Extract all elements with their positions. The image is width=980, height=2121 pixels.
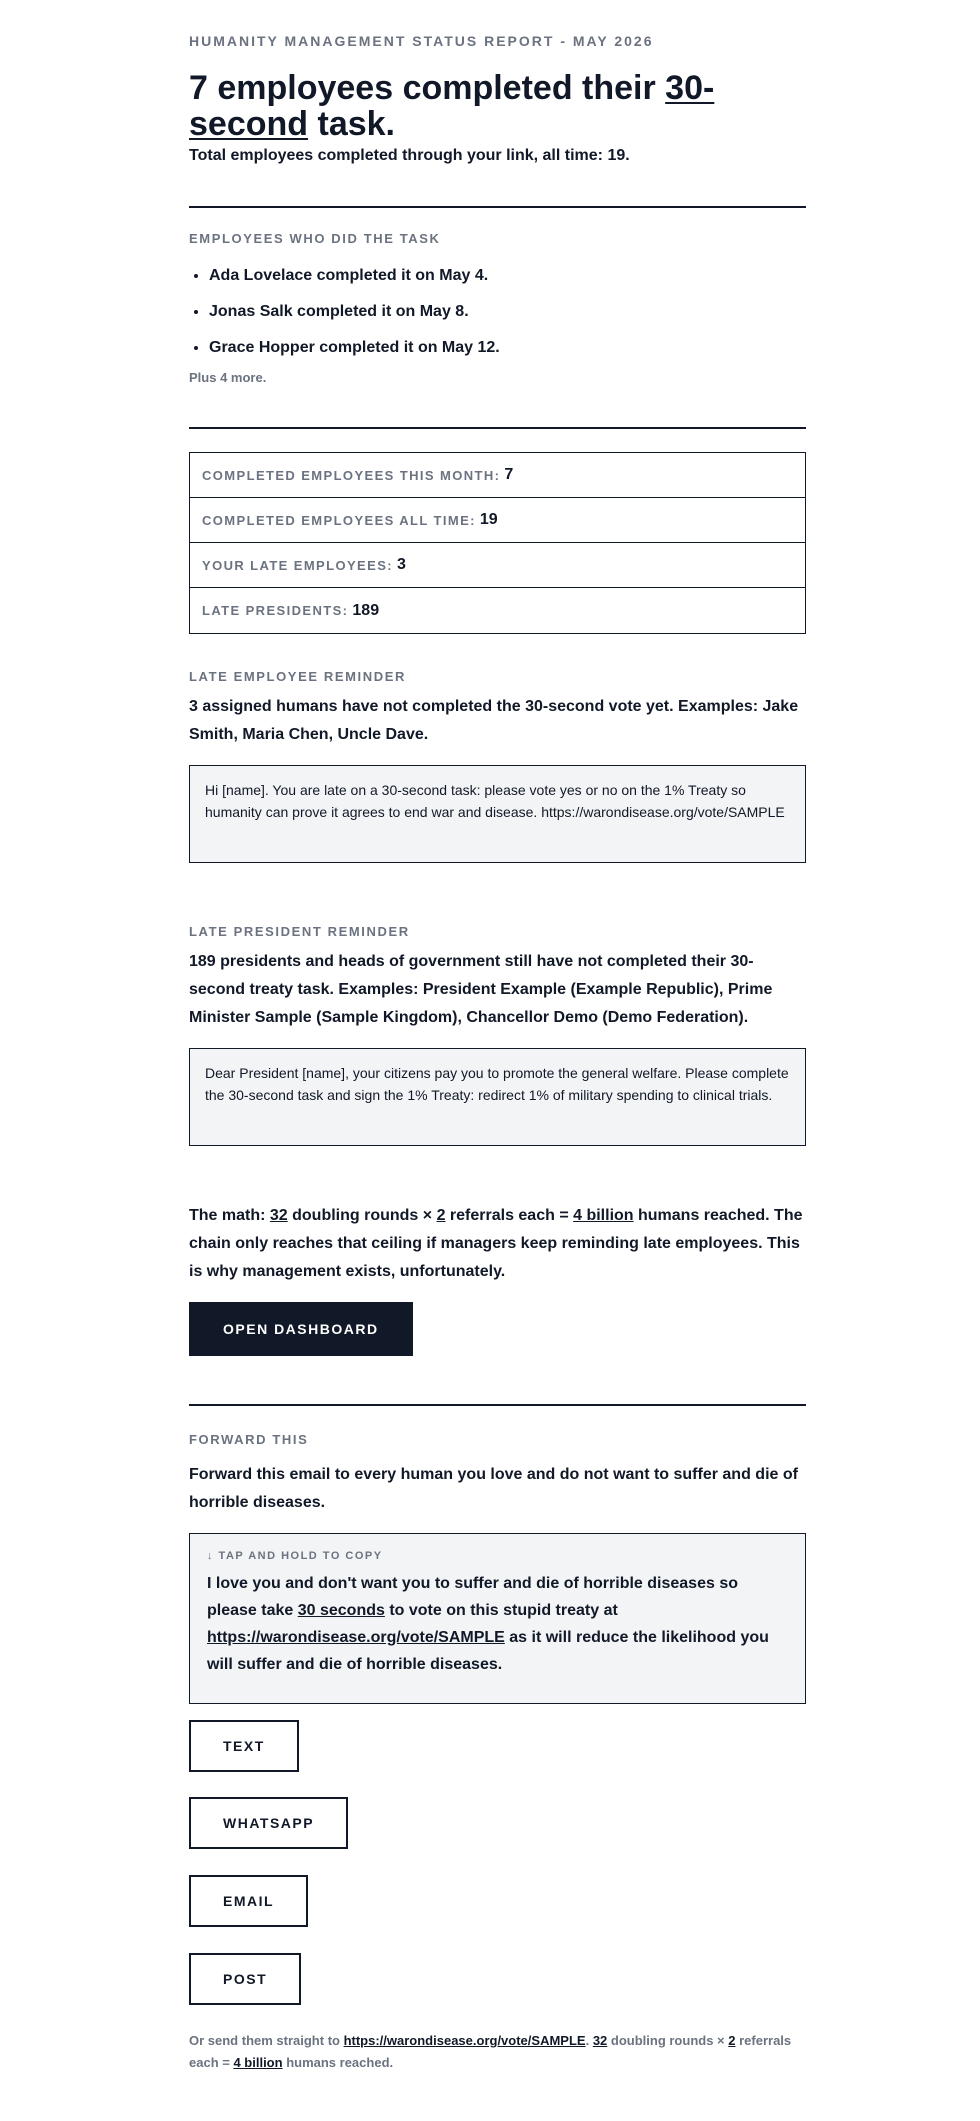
math-referrals: 2 [436, 1207, 446, 1224]
whatsapp-share-button[interactable]: WHATSAPP [189, 1797, 348, 1849]
stat-value: 7 [504, 466, 514, 483]
stat-label: COMPLETED EMPLOYEES THIS MONTH: [202, 467, 501, 483]
email-share-button[interactable]: EMAIL [189, 1875, 308, 1927]
stat-row-month [190, 453, 805, 498]
stat-row-late-presidents [190, 588, 805, 633]
page-title [189, 70, 806, 142]
more-employees-note: Plus 4 more. [189, 370, 267, 385]
list-item: • Ada Lovelace completed it on May 4. [209, 265, 826, 287]
math-part: humans reached. The chain only reaches that ceiling if managers keep reminding late employees. This is why management exists, unfortunately. [189, 1207, 803, 1280]
copy-box[interactable] [189, 1533, 806, 1704]
footer-part: . [585, 2033, 593, 2048]
employees-section-label: EMPLOYEES WHO DID THE TASK [189, 231, 441, 246]
footer-reach: 4 billion [233, 2055, 283, 2070]
copy-text [207, 1570, 788, 1678]
list-item: • Jonas Salk completed it on May 8. [209, 301, 826, 323]
copy-link-url[interactable]: https://warondisease.org/vote/SAMPLE [207, 1629, 505, 1646]
math-reach: 4 billion [573, 1207, 634, 1224]
copy-part: I love you and don't want you to suffer and die of horrible diseases so please take [207, 1575, 738, 1619]
title-suffix: task. [308, 105, 395, 143]
title-prefix: 7 employees completed their [189, 69, 666, 107]
post-share-button[interactable]: POST [189, 1953, 301, 2005]
late-president-text: 189 presidents and heads of government still have not completed their 30-second treaty task. Examples: President Example (Example Republic), Prime Minister Sample (Sample Kingdom), Chancellor Demo (Demo Federation). [189, 953, 773, 1026]
stat-value: 19 [479, 511, 498, 528]
footer-part: doubling rounds × [607, 2033, 729, 2048]
stat-row-all-time [190, 498, 805, 543]
forward-text: Forward this email to every human you love and do not want to suffer and die of horrible diseases. [189, 1466, 798, 1511]
text-share-button[interactable]: TEXT [189, 1720, 299, 1772]
late-employee-text: 3 assigned humans have not completed the 30-second vote yet. Examples: Jake Smith, Maria Chen, Uncle Dave. [189, 698, 799, 743]
copy-link-duration: 30 seconds [297, 1602, 385, 1619]
copy-part: to vote on this stupid treaty at [384, 1602, 618, 1619]
math-rounds: 32 [269, 1207, 288, 1224]
footer-part: Or send them straight to [189, 2033, 344, 2048]
late-president-message[interactable]: Dear President [name], your citizens pay you to promote the general welfare. Please complete the 30-second task and sign the 1% Treaty: redirect 1% of military spending to clinical trials. [189, 1048, 806, 1146]
math-text [189, 1202, 806, 1286]
late-employee-label: LATE EMPLOYEE REMINDER [189, 669, 406, 684]
footer-note [189, 2030, 806, 2074]
math-part: referrals each = [445, 1207, 574, 1224]
stat-value: 3 [397, 556, 406, 573]
footer-referrals: 2 [728, 2033, 736, 2048]
open-dashboard-button[interactable]: OPEN DASHBOARD [189, 1302, 413, 1356]
stat-label: YOUR LATE EMPLOYEES: [202, 557, 393, 573]
report-kicker: HUMANITY MANAGEMENT STATUS REPORT - MAY 2026 [189, 33, 654, 49]
math-part: The math: [189, 1207, 270, 1224]
stat-label: LATE PRESIDENTS: [202, 603, 349, 618]
employee-list [189, 265, 826, 373]
list-item: • Grace Hopper completed it on May 12. [209, 337, 826, 359]
late-president-label: LATE PRESIDENT REMINDER [189, 924, 410, 939]
copy-label: ↓ TAP AND HOLD TO COPY [207, 1550, 383, 1562]
stat-label: COMPLETED EMPLOYEES ALL TIME: [202, 512, 476, 528]
stats-table [189, 452, 806, 634]
divider [189, 427, 806, 429]
email-body [189, 0, 806, 2070]
divider [189, 1404, 806, 1406]
math-part: doubling rounds × [287, 1207, 437, 1224]
title-link[interactable]: 30-second [189, 69, 715, 143]
footer-rounds: 32 [592, 2033, 608, 2048]
footer-part: referrals each = [189, 2033, 792, 2070]
stat-value: 189 [352, 601, 380, 619]
divider [189, 206, 806, 208]
stat-row-late-employees [190, 543, 805, 588]
footer-part: humans reached. [282, 2055, 394, 2070]
footer-url-link[interactable]: https://warondisease.org/vote/SAMPLE [343, 2033, 586, 2048]
copy-part: as it will reduce the likelihood you will suffer and die of horrible diseases. [207, 1629, 769, 1673]
lead-text: Total employees completed through your link, all time: 19. [189, 147, 630, 164]
forward-label: FORWARD THIS [189, 1432, 309, 1447]
late-employee-message[interactable]: Hi [name]. You are late on a 30-second task: please vote yes or no on the 1% Treaty so humanity can prove it agrees to end war and disease. https://warondisease.org/vote/SAMPLE [189, 765, 806, 863]
